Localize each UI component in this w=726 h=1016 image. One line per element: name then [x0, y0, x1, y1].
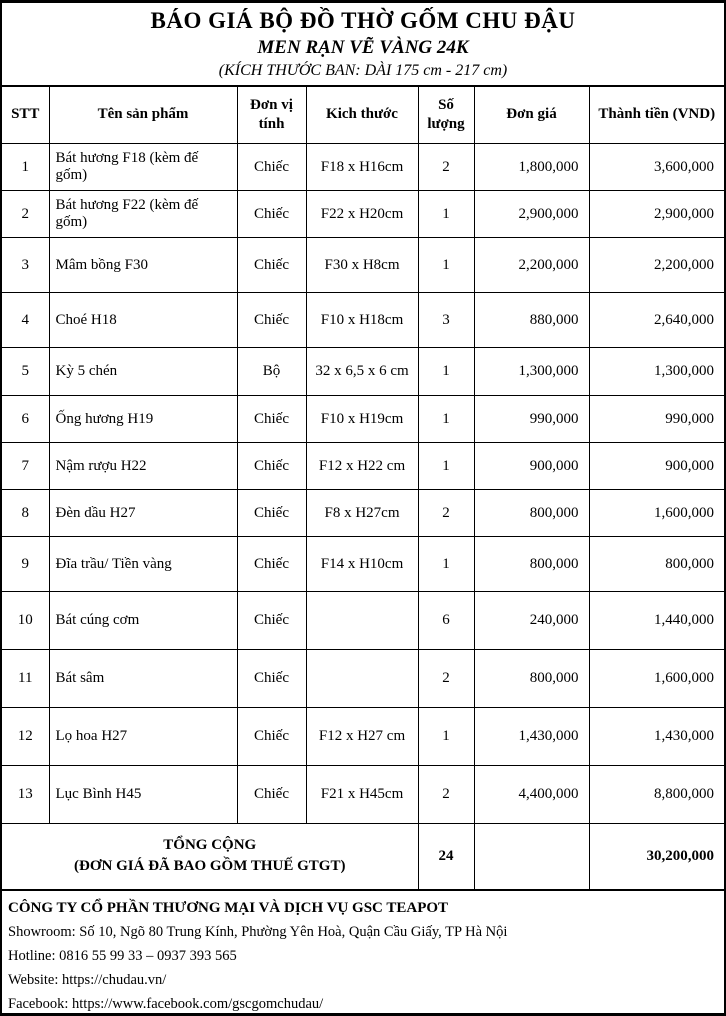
cell-amount: 990,000: [589, 396, 724, 443]
cell-unit-price: 900,000: [474, 443, 589, 490]
cell-qty: 2: [418, 766, 474, 824]
column-header-unit-price: Đơn giá: [474, 87, 589, 144]
column-header-unit: Đơn vị tính: [237, 87, 306, 144]
table-row: [2, 348, 724, 396]
cell-product-name: Ống hương H19: [49, 396, 237, 443]
table-row: [2, 293, 724, 348]
cell-unit: Chiếc: [237, 537, 306, 592]
table-row: [2, 238, 724, 293]
document-header: [2, 3, 724, 87]
table-row: [2, 443, 724, 490]
cell-stt: 12: [2, 708, 49, 766]
cell-amount: 2,900,000: [589, 191, 724, 238]
cell-size: F14 x H10cm: [306, 537, 418, 592]
cell-unit-price: 1,430,000: [474, 708, 589, 766]
document-subtitle: MEN RẠN VẼ VÀNG 24K: [257, 37, 469, 58]
table-header: [2, 87, 724, 144]
cell-unit: Bộ: [237, 348, 306, 396]
total-label-line1: TỔNG CỘNG: [163, 836, 257, 853]
cell-unit: Chiếc: [237, 191, 306, 238]
cell-stt: 2: [2, 191, 49, 238]
cell-qty: 1: [418, 191, 474, 238]
cell-unit: Chiếc: [237, 443, 306, 490]
table-row: [2, 191, 724, 238]
cell-size: 32 x 6,5 x 6 cm: [306, 348, 418, 396]
table-row: [2, 592, 724, 650]
cell-stt: 10: [2, 592, 49, 650]
cell-unit-price: 4,400,000: [474, 766, 589, 824]
cell-size: F21 x H45cm: [306, 766, 418, 824]
cell-unit: Chiếc: [237, 293, 306, 348]
cell-stt: 11: [2, 650, 49, 708]
total-amount-cell: 30,200,000: [589, 824, 724, 890]
cell-unit-price: 2,200,000: [474, 238, 589, 293]
website-line: Website: https://chudau.vn/: [8, 971, 167, 988]
cell-product-name: Lục Bình H45: [49, 766, 237, 824]
cell-stt: 8: [2, 490, 49, 537]
cell-qty: 1: [418, 708, 474, 766]
total-qty-cell: 24: [418, 824, 474, 890]
column-header-product-name: Tên sản phẩm: [49, 87, 237, 144]
cell-unit: Chiếc: [237, 650, 306, 708]
cell-unit-price: 880,000: [474, 293, 589, 348]
table-row: [2, 396, 724, 443]
cell-qty: 3: [418, 293, 474, 348]
cell-size: F10 x H18cm: [306, 293, 418, 348]
cell-amount: 1,430,000: [589, 708, 724, 766]
cell-product-name: Đĩa trầu/ Tiền vàng: [49, 537, 237, 592]
cell-amount: 8,800,000: [589, 766, 724, 824]
price-table: [2, 87, 724, 891]
document-title: BÁO GIÁ BỘ ĐỒ THỜ GỐM CHU ĐẬU: [150, 8, 576, 33]
cell-size: F12 x H27 cm: [306, 708, 418, 766]
cell-unit-price: 990,000: [474, 396, 589, 443]
cell-unit-price: 800,000: [474, 537, 589, 592]
cell-unit: Chiếc: [237, 766, 306, 824]
cell-size: F22 x H20cm: [306, 191, 418, 238]
company-name: CÔNG TY CỔ PHẦN THƯƠNG MẠI VÀ DỊCH VỤ GSC TEAPOT: [8, 899, 449, 916]
cell-stt: 6: [2, 396, 49, 443]
total-row: [2, 824, 724, 890]
column-header-amount: Thành tiền (VND): [589, 87, 724, 144]
table-row: [2, 490, 724, 537]
cell-stt: 7: [2, 443, 49, 490]
cell-size: [306, 592, 418, 650]
cell-unit-price: 240,000: [474, 592, 589, 650]
cell-qty: 1: [418, 537, 474, 592]
total-label-line2: (ĐƠN GIÁ ĐÃ BAO GỒM THUẾ GTGT): [74, 858, 346, 875]
total-label-cell: [2, 824, 418, 890]
table-row: [2, 144, 724, 191]
cell-unit-price: 2,900,000: [474, 191, 589, 238]
company-footer: [2, 891, 724, 1016]
cell-amount: 1,300,000: [589, 348, 724, 396]
column-header-size: Kich thước: [306, 87, 418, 144]
table-header-row: [2, 87, 724, 144]
cell-qty: 6: [418, 592, 474, 650]
cell-stt: 1: [2, 144, 49, 191]
cell-size: F18 x H16cm: [306, 144, 418, 191]
cell-product-name: Choé H18: [49, 293, 237, 348]
showroom-line: Showroom: Số 10, Ngõ 80 Trung Kính, Phường Yên Hoà, Quận Cầu Giấy, TP Hà Nội: [8, 923, 508, 940]
cell-amount: 2,640,000: [589, 293, 724, 348]
cell-stt: 13: [2, 766, 49, 824]
cell-product-name: Bát hương F22 (kèm đế gốm): [49, 191, 237, 238]
cell-unit: Chiếc: [237, 396, 306, 443]
cell-qty: 1: [418, 396, 474, 443]
cell-size: F10 x H19cm: [306, 396, 418, 443]
cell-product-name: Nậm rượu H22: [49, 443, 237, 490]
cell-size: F30 x H8cm: [306, 238, 418, 293]
cell-product-name: Bát hương F18 (kèm đế gốm): [49, 144, 237, 191]
cell-amount: 2,200,000: [589, 238, 724, 293]
cell-product-name: Lọ hoa H27: [49, 708, 237, 766]
cell-amount: 900,000: [589, 443, 724, 490]
cell-stt: 9: [2, 537, 49, 592]
cell-size: F8 x H27cm: [306, 490, 418, 537]
cell-qty: 2: [418, 144, 474, 191]
cell-stt: 5: [2, 348, 49, 396]
facebook-line: Facebook: https://www.facebook.com/gscgomchudau/: [8, 995, 324, 1012]
cell-size: F12 x H22 cm: [306, 443, 418, 490]
cell-stt: 3: [2, 238, 49, 293]
cell-size: [306, 650, 418, 708]
table-row: [2, 766, 724, 824]
column-header-stt: STT: [2, 87, 49, 144]
cell-unit: Chiếc: [237, 592, 306, 650]
table-row: [2, 537, 724, 592]
cell-amount: 1,440,000: [589, 592, 724, 650]
cell-unit: Chiếc: [237, 238, 306, 293]
cell-qty: 2: [418, 650, 474, 708]
cell-unit-price: 1,300,000: [474, 348, 589, 396]
cell-product-name: Đèn dầu H27: [49, 490, 237, 537]
hotline-line: Hotline: 0816 55 99 33 – 0937 393 565: [8, 947, 237, 964]
cell-amount: 3,600,000: [589, 144, 724, 191]
cell-product-name: Kỳ 5 chén: [49, 348, 237, 396]
cell-unit-price: 800,000: [474, 650, 589, 708]
cell-qty: 2: [418, 490, 474, 537]
table-row: [2, 708, 724, 766]
cell-unit-price: 800,000: [474, 490, 589, 537]
table-body: [2, 144, 724, 824]
table-row: [2, 650, 724, 708]
cell-product-name: Bát sâm: [49, 650, 237, 708]
cell-unit: Chiếc: [237, 144, 306, 191]
cell-product-name: Mâm bồng F30: [49, 238, 237, 293]
cell-qty: 1: [418, 348, 474, 396]
cell-amount: 1,600,000: [589, 650, 724, 708]
cell-amount: 800,000: [589, 537, 724, 592]
cell-amount: 1,600,000: [589, 490, 724, 537]
total-unit-price-cell: [474, 824, 589, 890]
cell-stt: 4: [2, 293, 49, 348]
document-size-note: (KÍCH THƯỚC BAN: DÀI 175 cm - 217 cm): [218, 62, 508, 79]
cell-qty: 1: [418, 238, 474, 293]
cell-unit: Chiếc: [237, 708, 306, 766]
cell-unit: Chiếc: [237, 490, 306, 537]
table-total-section: [2, 824, 724, 890]
column-header-qty: Số lượng: [418, 87, 474, 144]
cell-qty: 1: [418, 443, 474, 490]
cell-product-name: Bát cúng cơm: [49, 592, 237, 650]
cell-unit-price: 1,800,000: [474, 144, 589, 191]
